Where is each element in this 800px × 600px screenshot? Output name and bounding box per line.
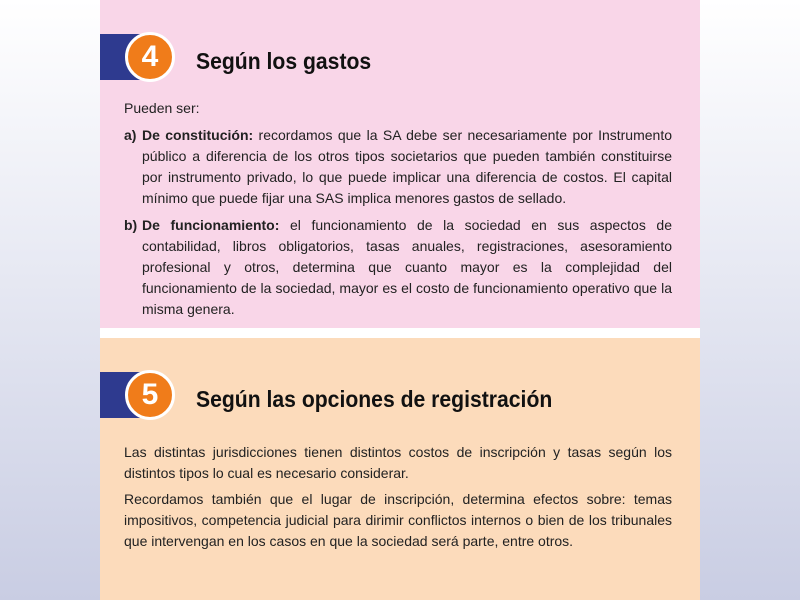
section-divider [100, 328, 700, 338]
list-item-term: De funcionamiento: [142, 217, 280, 233]
list-item-text [142, 215, 672, 320]
list-item-term: De constitución: [142, 127, 254, 143]
list-marker: a) [124, 127, 137, 143]
section-4-body [124, 98, 672, 320]
section-4 [100, 0, 700, 328]
list-item-constitucion [124, 125, 672, 209]
list-item-funcionamiento [124, 215, 672, 320]
list-item-description: el funcionamiento de la sociedad en sus aspectos de contabilidad, libros obligatorios, tasas anuales, registraciones, asesoramiento profesional y otros, determina que cuanto mayor es la complejidad del funcionamiento de la sociedad, mayor es el costo de funcionamiento operativo que la misma genera. [142, 217, 672, 317]
list-marker: b) [124, 217, 138, 233]
section-5 [100, 338, 700, 600]
list-item-description: recordamos que la SA debe ser necesariamente por Instrumento público a diferencia de los otros tipos societarios que pueden también constituirse por instrumento privado, lo que puede implicar una diferencia de costos. El capital mínimo que puede fijar una SAS implica menores gastos de sellado. [142, 127, 673, 206]
section-5-title: Según las opciones de registración [196, 386, 553, 412]
section-5-number-badge: 5 [125, 370, 175, 420]
section-5-paragraph: Recordamos también que el lugar de inscripción, determina efectos sobre: temas impositivos, competencia judicial para dirimir conflictos internos o bien de los tribunales que intervengan en los casos en que la sociedad será parte, entre otros. [124, 491, 672, 549]
section-5-body [124, 442, 672, 557]
list-item-text [142, 125, 672, 209]
section-4-title: Según los gastos [196, 48, 372, 74]
section-4-number-badge: 4 [125, 32, 175, 82]
section-5-paragraph: Las distintas jurisdicciones tienen distintos costos de inscripción y tasas según los distintos tipos lo cual es necesario considerar. [124, 444, 672, 481]
document-page [100, 0, 700, 600]
section-4-intro: Pueden ser: [124, 100, 200, 116]
